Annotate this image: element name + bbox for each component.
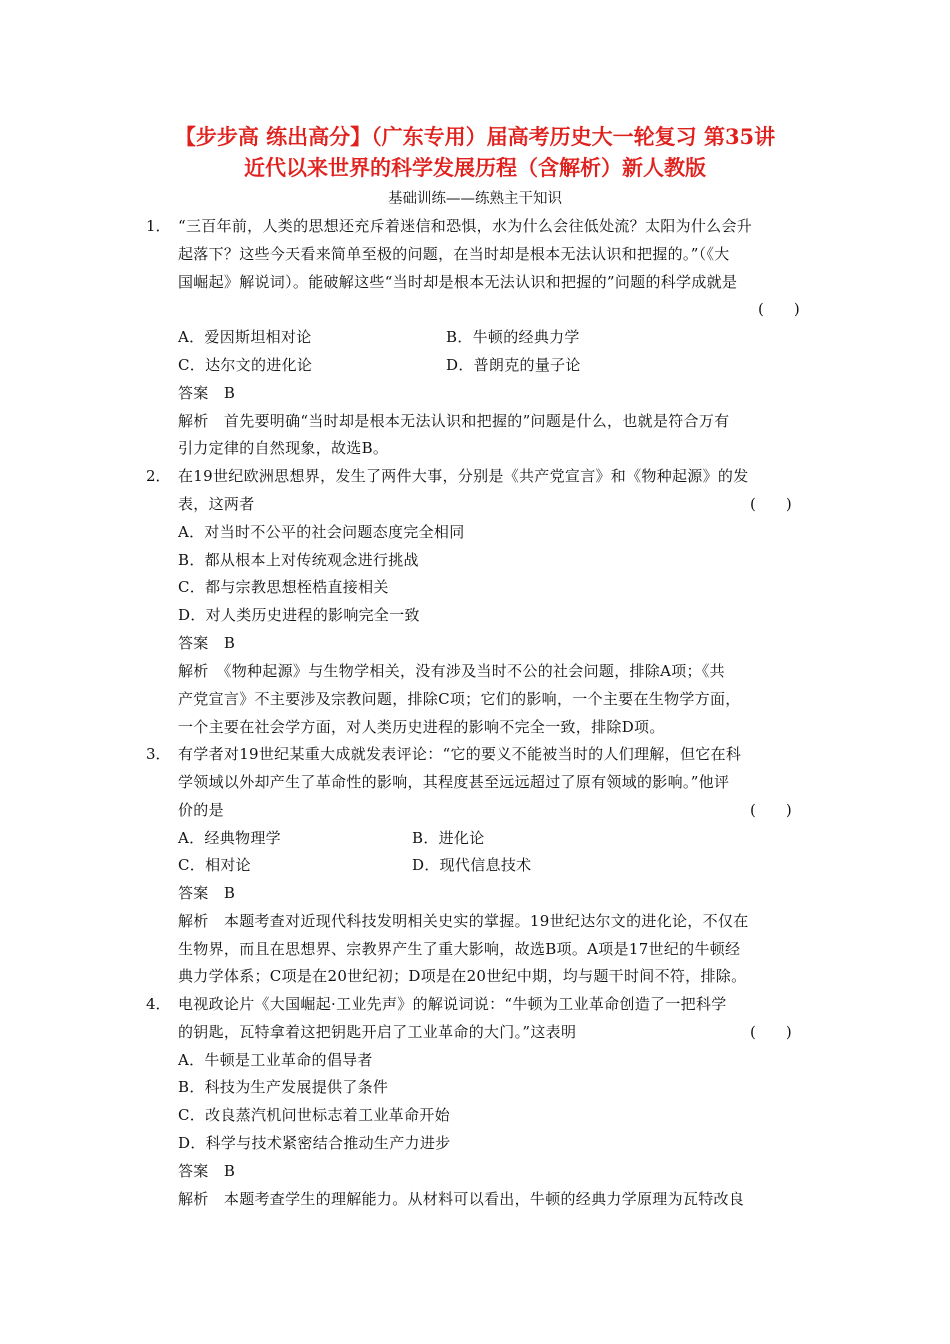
- question-stem-line: 有学者对19世纪某重大成就发表评论：“它的要义不能被当时的人们理解，但它在科: [178, 745, 742, 763]
- question-number: 1．: [146, 217, 171, 235]
- analysis-line: 引力定律的自然现象，故选B。: [178, 439, 389, 457]
- answer-line: 答案 B: [178, 384, 236, 402]
- question-stem-line: 在19世纪欧洲思想界，发生了两件大事，分别是《共产党宣言》和《物种起源》的发: [178, 467, 749, 485]
- question-stem-line: 电视政论片《大国崛起·工业先声》的解说词说：“牛顿为工业革命创造了一把科学: [178, 995, 727, 1013]
- analysis-line: 生物界，而且在思想界、宗教界产生了重大影响，故选B项。A项是17世纪的牛顿经: [178, 940, 741, 958]
- option-d: D．科学与技术紧密结合推动生产力进步: [178, 1134, 451, 1152]
- section-subtitle: 基础训练——练熟主干知识: [388, 191, 562, 207]
- option-d: D．现代信息技术: [412, 856, 532, 874]
- option-a: A．经典物理学: [178, 829, 281, 847]
- question-number: 4．: [146, 995, 171, 1013]
- analysis-line: 解析 首先要明确“当时却是根本无法认识和把握的”问题是什么，也就是符合万有: [178, 412, 730, 430]
- option-a: A．爱因斯坦相对论: [178, 328, 312, 346]
- analysis-line: 解析 本题考查学生的理解能力。从材料可以看出，牛顿的经典力学原理为瓦特改良: [178, 1190, 745, 1208]
- option-c: C．达尔文的进化论: [178, 356, 313, 374]
- answer-blank: ( ): [750, 1023, 792, 1041]
- answer-line: 答案 B: [178, 884, 236, 902]
- option-b: B．进化论: [412, 829, 485, 847]
- option-c: C．相对论: [178, 856, 251, 874]
- question-number: 3．: [146, 745, 171, 763]
- option-d: D．普朗克的量子论: [446, 356, 581, 374]
- answer-line: 答案 B: [178, 1162, 236, 1180]
- question-number: 2．: [146, 467, 171, 485]
- answer-blank: ( ): [750, 801, 792, 819]
- question-stem-line: 价的是: [178, 801, 224, 819]
- answer-line: 答案 B: [178, 634, 236, 652]
- document-title-line-2: 近代以来世界的科学发展历程（含解析）新人教版: [244, 155, 706, 180]
- question-stem-line: 表，这两者: [178, 495, 255, 513]
- question-stem-line: 学领域以外却产生了革命性的影响，其程度甚至远远超过了原有领域的影响。”他评: [178, 773, 730, 791]
- option-a: A．牛顿是工业革命的倡导者: [178, 1051, 373, 1069]
- analysis-line: 解析 《物种起源》与生物学相关，没有涉及当时不公的社会问题，排除A项；《共: [178, 662, 725, 680]
- analysis-line: 产党宣言》不主要涉及宗教问题，排除C项；它们的影响，一个主要在生物学方面，: [178, 690, 741, 708]
- answer-blank: ( ): [750, 495, 792, 513]
- question-stem-line: 国崛起》解说词）。能破解这些“当时却是根本无法认识和把握的”问题的科学成就是: [178, 273, 738, 291]
- option-b: B．都从根本上对传统观念进行挑战: [178, 551, 419, 569]
- option-b: B．牛顿的经典力学: [446, 328, 580, 346]
- option-b: B．科技为生产发展提供了条件: [178, 1078, 389, 1096]
- option-a: A．对当时不公平的社会问题态度完全相同: [178, 523, 465, 541]
- option-d: D．对人类历史进程的影响完全一致: [178, 606, 420, 624]
- option-c: C．改良蒸汽机问世标志着工业革命开始: [178, 1106, 450, 1124]
- answer-blank: ( ): [758, 300, 800, 318]
- analysis-line: 一个主要在社会学方面，对人类历史进程的影响不完全一致，排除D项。: [178, 718, 665, 736]
- question-stem-line: 的钥匙，瓦特拿着这把钥匙开启了工业革命的大门。”这表明: [178, 1023, 577, 1041]
- analysis-line: 典力学体系；C项是在20世纪初；D项是在20世纪中期，均与题干时间不符，排除。: [178, 967, 747, 985]
- question-stem-line: “三百年前，人类的思想还充斥着迷信和恐惧，水为什么会往低处流？太阳为什么会升: [178, 217, 753, 235]
- document-title-line-1: 【步步高 练出高分】（广东专用）届高考历史大一轮复习 第35讲: [174, 124, 776, 149]
- question-stem-line: 起落下？这些今天看来简单至极的问题，在当时却是根本无法认识和把握的。”（《大: [178, 245, 730, 263]
- option-c: C．都与宗教思想桎梏直接相关: [178, 578, 389, 596]
- analysis-line: 解析 本题考查对近现代科技发明相关史实的掌握。19世纪达尔文的进化论，不仅在: [178, 912, 749, 930]
